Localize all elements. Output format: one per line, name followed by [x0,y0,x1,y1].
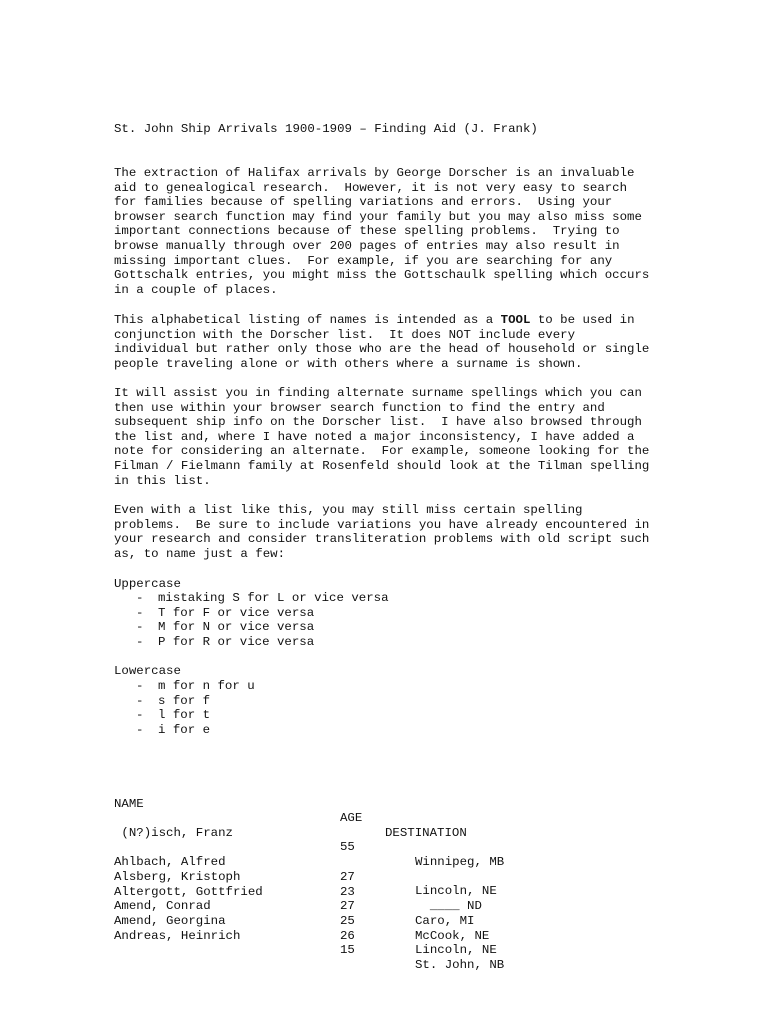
list-item-text: P for R or vice versa [158,634,315,649]
variations-paragraph: Even with a list like this, you may still miss certain spelling problems. Be sure to include variations you have already encountered in your research and consider transliteration problems with old script such as, to name just a few: [114,503,650,561]
cell-destination: Winnipeg, MB [415,854,505,869]
row-spacer [114,826,714,841]
document-title: St. John Ship Arrivals 1900-1909 – Finding Aid (J. Frank) [114,122,538,136]
cell-destination: Lincoln, NE [415,884,497,899]
cell-age: 27 [340,869,355,884]
header-name: NAME [114,796,144,811]
tool-paragraph-end: to be used in conjunction with the Dorscher list. It does NOT include every individual but rather only those who are the head of household or single people traveling alone or with others where a surname is shown. [114,313,650,371]
dash-bullet: - [136,679,144,693]
list-item-text: s for f [158,693,211,708]
tool-emphasis: TOOL [500,313,531,327]
intro-paragraph: The extraction of Halifax arrivals by George Dorscher is an invaluable aid to genealogical research. However, it is not very easy to search for families because of spelling variations and errors. Using your browser search function may find your family but you may also miss some important connections because of these spelling problems. Trying to browse manually through over 200 pages of entries may also result in missing important clues. For example, if you are searching for any Gottschalk entries, you might miss the Gottschaulk spelling which occurs in a couple of places. [114,166,650,297]
cell-age: 23 [340,884,355,899]
dash-bullet: - [136,722,144,737]
dash-bullet: - [136,620,144,635]
cell-destination: St. John, NB [415,957,505,972]
cell-age: 26 [340,928,355,943]
dash-bullet: - [136,605,144,620]
cell-name: Alsberg, Kristoph [114,869,241,884]
cell-name: (N?)isch, Franz [114,825,233,840]
cell-destination: McCook, NE [415,928,490,943]
cell-age: 15 [340,943,355,958]
tool-paragraph [114,313,649,371]
header-age: AGE [340,811,363,826]
list-item [136,694,255,709]
dash-bullet: - [136,708,144,723]
cell-name: Amend, Georgina [114,914,226,929]
cell-age: 27 [340,899,355,914]
list-item-text: T for F or vice versa [158,605,315,620]
cell-name: Ahlbach, Alfred [114,855,226,870]
cell-destination: ____ ND [415,899,482,914]
list-item [136,635,389,650]
cell-age: 25 [340,913,355,928]
list-item-text: i for e [158,722,211,737]
lowercase-heading: Lowercase [114,664,181,678]
arrivals-table [114,782,714,972]
list-item [136,620,389,635]
cell-destination: Caro, MI [415,913,475,928]
list-item-text: l for t [158,708,211,723]
cell-name: Amend, Conrad [114,899,211,914]
cell-name: Andreas, Heinrich [114,928,241,943]
alternate-spellings-paragraph: It will assist you in finding alternate surname spellings which you can then use within your browser search function to find the entry and subsequent ship info on the Dorscher list. I have also browsed through the list and, where I have noted a major inconsistency, I have added a note for considering an alternate. For example, someone looking for the Filman / Fielmann family at Rosenfeld should look at the Tilman spelling in this list. [114,386,650,488]
uppercase-list [136,591,389,649]
list-item [136,606,389,621]
list-item [136,708,255,723]
list-item-text: M for N or vice versa [158,620,315,635]
list-item [136,723,255,738]
cell-name: Altergott, Gottfried [114,884,263,899]
lowercase-list [136,679,255,737]
list-item [136,591,389,606]
cell-destination: Lincoln, NE [415,943,497,958]
list-item-text: m for n for u [158,679,255,693]
cell-age: 55 [340,840,355,855]
dash-bullet: - [136,693,144,708]
dash-bullet: - [136,634,144,649]
header-destination: DESTINATION [385,825,467,840]
list-item-text: mistaking S for L or vice versa [158,591,389,605]
uppercase-heading: Uppercase [114,577,181,591]
tool-paragraph-start: This alphabetical listing of names is intended as a [114,313,501,327]
list-item [136,679,255,694]
dash-bullet: - [136,591,144,605]
